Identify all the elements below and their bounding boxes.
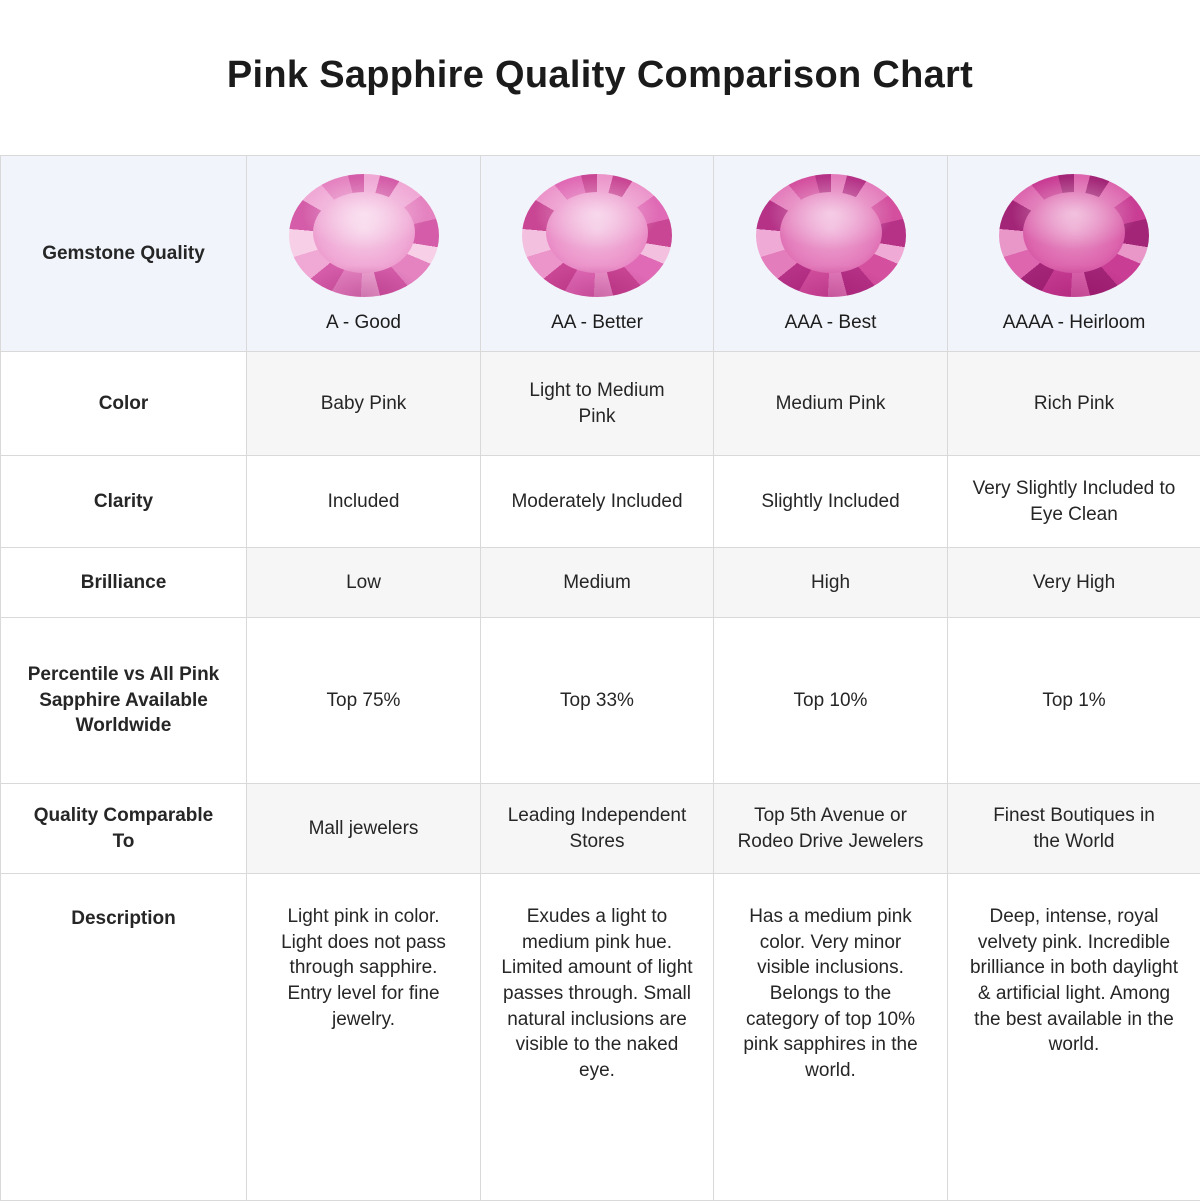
description-value-aaa — [714, 874, 948, 1201]
cell-text: Light to Medium Pink — [511, 378, 683, 429]
cell-text: Top 10% — [794, 688, 868, 714]
brilliance-value-aa — [481, 548, 714, 618]
row-description — [1, 874, 1200, 1201]
percentile-value-aaaa — [948, 618, 1200, 784]
clarity-value-a — [247, 456, 481, 548]
brilliance-value-a — [247, 548, 481, 618]
gem-block — [267, 172, 460, 336]
grade-cell-aaa — [714, 156, 948, 352]
cell-text: Low — [346, 570, 381, 596]
row-label-quality-comparable: Quality Comparable To — [1, 784, 247, 874]
comparison-table — [0, 155, 1200, 1201]
row-label-clarity: Clarity — [1, 456, 247, 548]
cell-text: Light pink in color. Light does not pass through sapphire. Entry level for fine jewelry. — [267, 904, 460, 1032]
description-value-a — [247, 874, 481, 1201]
pink-sapphire-gem-image-a — [289, 174, 439, 297]
gem-block — [968, 172, 1180, 336]
brilliance-value-aaa — [714, 548, 948, 618]
pink-sapphire-gem-image-aaaa — [999, 174, 1149, 297]
description-value-aa — [481, 874, 714, 1201]
cell-text: Top 1% — [1042, 688, 1105, 714]
cell-text: Medium — [563, 570, 631, 596]
quality-value-aa — [481, 784, 714, 874]
grade-label-aa: AA - Better — [551, 310, 643, 336]
cell-text: Top 5th Avenue or Rodeo Drive Jewelers — [734, 803, 927, 854]
row-label-percentile: Percentile vs All Pink Sapphire Available Worldwide — [1, 618, 247, 784]
row-brilliance — [1, 548, 1200, 618]
color-value-aa — [481, 352, 714, 456]
cell-text: Very Slightly Included to Eye Clean — [968, 476, 1180, 527]
row-label-description: Description — [1, 874, 247, 1201]
row-label-brilliance: Brilliance — [1, 548, 247, 618]
color-value-a — [247, 352, 481, 456]
cell-text: Included — [328, 489, 400, 515]
cell-text: Has a medium pink color. Very minor visible inclusions. Belongs to the category of top 10% pink sapphires in the world. — [734, 904, 927, 1083]
grade-cell-aa — [481, 156, 714, 352]
cell-text: Very High — [1033, 570, 1115, 596]
color-value-aaa — [714, 352, 948, 456]
grade-label-aaaa: AAAA - Heirloom — [1003, 310, 1146, 336]
grade-cell-aaaa — [948, 156, 1200, 352]
grade-cell-a — [247, 156, 481, 352]
cell-text: Medium Pink — [776, 391, 886, 417]
cell-text: Mall jewelers — [309, 816, 419, 842]
percentile-value-a — [247, 618, 481, 784]
cell-text: Rich Pink — [1034, 391, 1114, 417]
clarity-value-aaa — [714, 456, 948, 548]
quality-value-a — [247, 784, 481, 874]
row-color — [1, 352, 1200, 456]
description-value-aaaa — [948, 874, 1200, 1201]
cell-text: Slightly Included — [761, 489, 899, 515]
cell-text: Finest Boutiques in the World — [985, 803, 1163, 854]
cell-text: Exudes a light to medium pink hue. Limited amount of light passes through. Small natural inclusions are visible to the naked eye. — [501, 904, 693, 1083]
cell-text: Top 33% — [560, 688, 634, 714]
pink-sapphire-gem-image-aa — [522, 174, 672, 297]
header-row — [1, 156, 1200, 352]
color-value-aaaa — [948, 352, 1200, 456]
grade-label-a: A - Good — [326, 310, 401, 336]
quality-value-aaaa — [948, 784, 1200, 874]
cell-text: Leading Independent Stores — [501, 803, 693, 854]
percentile-value-aa — [481, 618, 714, 784]
cell-text: Moderately Included — [511, 489, 682, 515]
row-clarity — [1, 456, 1200, 548]
clarity-value-aa — [481, 456, 714, 548]
percentile-value-aaa — [714, 618, 948, 784]
page-title: Pink Sapphire Quality Comparison Chart — [0, 54, 1200, 97]
row-label-color: Color — [1, 352, 247, 456]
row-quality-comparable — [1, 784, 1200, 874]
gem-block — [734, 172, 927, 336]
cell-text: Top 75% — [327, 688, 401, 714]
row-label-gemstone-quality: Gemstone Quality — [1, 156, 247, 352]
row-percentile — [1, 618, 1200, 784]
pink-sapphire-gem-image-aaa — [756, 174, 906, 297]
grade-label-aaa: AAA - Best — [785, 310, 877, 336]
clarity-value-aaaa — [948, 456, 1200, 548]
cell-text: Deep, intense, royal velvety pink. Incredible brilliance in both daylight & artificial light. Among the best available in the world. — [968, 904, 1180, 1058]
cell-text: Baby Pink — [321, 391, 407, 417]
gem-block — [501, 172, 693, 336]
cell-text: High — [811, 570, 850, 596]
brilliance-value-aaaa — [948, 548, 1200, 618]
quality-value-aaa — [714, 784, 948, 874]
